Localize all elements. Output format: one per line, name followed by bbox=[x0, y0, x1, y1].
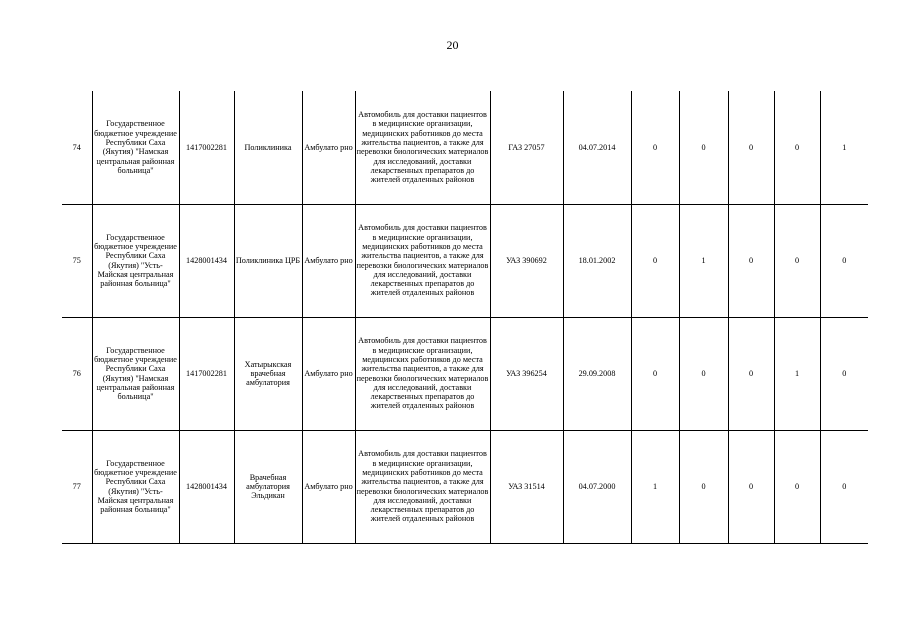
value-cell: 0 bbox=[728, 91, 774, 204]
value-cell: 0 bbox=[774, 430, 820, 543]
row-number: 75 bbox=[62, 204, 92, 317]
vehicle-purpose: Автомобиль для доставки пациентов в медицинские организации, медицинских работников до места жительства пациентов, а также для перевозки биологических материалов для исследований, доставки лекарственных препаратов до жителей отдаленных районов bbox=[355, 430, 490, 543]
vehicle-purpose: Автомобиль для доставки пациентов в медицинские организации, медицинских работников до места жительства пациентов, а также для перевозки биологических материалов для исследований, доставки лекарственных препаратов до жителей отдаленных районов bbox=[355, 204, 490, 317]
value-cell: 0 bbox=[774, 204, 820, 317]
value-cell: 0 bbox=[728, 204, 774, 317]
inn-code: 1417002281 bbox=[179, 91, 234, 204]
institution-name: Государственное бюджетное учреждение Республики Саха (Якутия) "Усть-Майская центральная районная больница" bbox=[92, 430, 179, 543]
registration-date: 04.07.2014 bbox=[563, 91, 631, 204]
page-number: 20 bbox=[446, 38, 459, 52]
vehicle-model: УАЗ 396254 bbox=[490, 317, 563, 430]
table-row bbox=[62, 204, 868, 317]
institution-name: Государственное бюджетное учреждение Республики Саха (Якутия) "Намская центральная районная больница" bbox=[92, 91, 179, 204]
unit-name: Поликлиника ЦРБ bbox=[234, 204, 302, 317]
value-cell: 0 bbox=[631, 317, 679, 430]
vehicle-model: ГАЗ 27057 bbox=[490, 91, 563, 204]
value-cell: 1 bbox=[631, 430, 679, 543]
unit-name: Хатырыкская врачебная амбулатория bbox=[234, 317, 302, 430]
institution-name: Государственное бюджетное учреждение Республики Саха (Якутия) "Намская центральная районная больница" bbox=[92, 317, 179, 430]
care-type: Амбулато рно bbox=[302, 430, 355, 543]
unit-name: Поликлиника bbox=[234, 91, 302, 204]
row-number: 77 bbox=[62, 430, 92, 543]
value-cell: 1 bbox=[820, 91, 868, 204]
care-type: Амбулато рно bbox=[302, 91, 355, 204]
table-row bbox=[62, 91, 868, 204]
value-cell: 0 bbox=[820, 430, 868, 543]
value-cell: 0 bbox=[631, 204, 679, 317]
vehicle-model: УАЗ 390692 bbox=[490, 204, 563, 317]
unit-name: Врачебная амбулатория Эльдикан bbox=[234, 430, 302, 543]
care-type: Амбулато рно bbox=[302, 204, 355, 317]
value-cell: 0 bbox=[774, 91, 820, 204]
value-cell: 1 bbox=[774, 317, 820, 430]
registration-date: 18.01.2002 bbox=[563, 204, 631, 317]
registration-date: 29.09.2008 bbox=[563, 317, 631, 430]
vehicle-model: УАЗ 31514 bbox=[490, 430, 563, 543]
table-row bbox=[62, 430, 868, 543]
table-row bbox=[62, 317, 868, 430]
value-cell: 0 bbox=[820, 317, 868, 430]
value-cell: 0 bbox=[679, 430, 728, 543]
vehicle-purpose: Автомобиль для доставки пациентов в медицинские организации, медицинских работников до места жительства пациентов, а также для перевозки биологических материалов для исследований, доставки лекарственных препаратов до жителей отдаленных районов bbox=[355, 317, 490, 430]
inn-code: 1428001434 bbox=[179, 204, 234, 317]
registration-date: 04.07.2000 bbox=[563, 430, 631, 543]
value-cell: 0 bbox=[728, 430, 774, 543]
inn-code: 1417002281 bbox=[179, 317, 234, 430]
vehicle-registry-table bbox=[62, 91, 868, 544]
value-cell: 0 bbox=[631, 91, 679, 204]
value-cell: 1 bbox=[679, 204, 728, 317]
value-cell: 0 bbox=[679, 317, 728, 430]
inn-code: 1428001434 bbox=[179, 430, 234, 543]
row-number: 76 bbox=[62, 317, 92, 430]
value-cell: 0 bbox=[679, 91, 728, 204]
row-number: 74 bbox=[62, 91, 92, 204]
value-cell: 0 bbox=[820, 204, 868, 317]
value-cell: 0 bbox=[728, 317, 774, 430]
institution-name: Государственное бюджетное учреждение Республики Саха (Якутия) "Усть-Майская центральная районная больница" bbox=[92, 204, 179, 317]
care-type: Амбулато рно bbox=[302, 317, 355, 430]
vehicle-purpose: Автомобиль для доставки пациентов в медицинские организации, медицинских работников до места жительства пациентов, а также для перевозки биологических материалов для исследований, доставки лекарственных препаратов до жителей отдаленных районов bbox=[355, 91, 490, 204]
